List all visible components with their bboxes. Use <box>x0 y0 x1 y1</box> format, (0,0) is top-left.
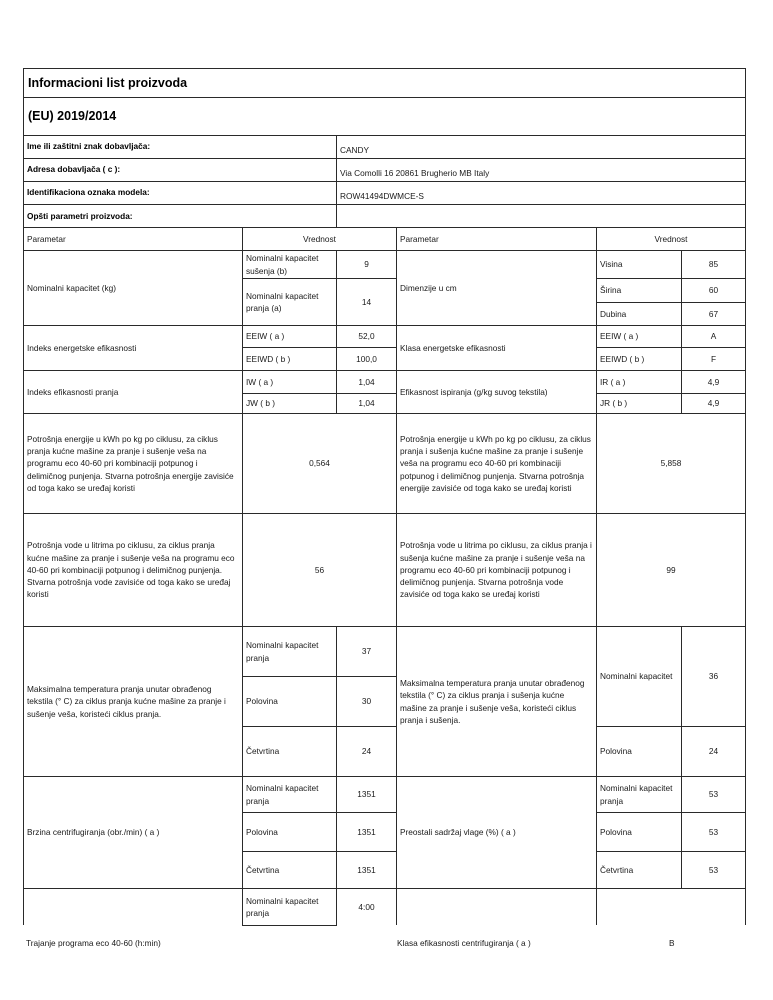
jr-sub: JR ( b ) <box>600 398 628 409</box>
depth-value: 67 <box>708 308 719 319</box>
water-washdry-value: 99 <box>666 564 676 575</box>
max-temp-half-sub: Polovina <box>246 696 278 707</box>
spin-class-value: B <box>669 938 675 948</box>
energy-wash-label: Potrošnja energije u kWh po kg po ciklusu, za ciklus pranja kućne mašine za pranje i sušenje veša na programu eco 40-60 pri kombinaciji potpunog i delimičnog punjenja. Stvarna potrošnja energije zavisiće od toga kako se uređaj koristi <box>27 433 234 493</box>
header-value-left: Vrednost <box>303 233 336 244</box>
spin-rated-value: 1351 <box>357 789 376 800</box>
capacity-dry-sub: Nominalni kapacitet sušenja (b) <box>246 253 319 276</box>
border <box>242 925 337 926</box>
energy-class-eeiw-value: A <box>710 331 717 342</box>
spin-half-sub: Polovina <box>246 826 278 837</box>
iw-value: 1,04 <box>358 376 375 387</box>
water-wash-label: Potrošnja vode u litrima po ciklusu, za ciklus pranja kućne mašine za pranje i sušenje veša na programu eco 40-60 pri kombinaciji potpunog i delimičnog punjenja. Stvarna potrošnja vode zavisiće od toga kako se uređaj koristi <box>27 540 235 600</box>
iw-sub: IW ( a ) <box>246 376 274 387</box>
max-temp-washdry-half-sub: Polovina <box>600 746 632 757</box>
ir-value: 4,9 <box>707 376 720 387</box>
energy-washdry-label: Potrošnja energije u kWh po kg po ciklusu, za ciklus pranja i sušenja kućne mašine za pranje i sušenje veša na programu eco 40-60 pri kombinaciji potpunog i delimičnog punjenja. Stvarna potrošnja energije zavisiće od toga kako se uređaj koristi <box>400 433 591 493</box>
supplier-address-label: Adresa dobavljača ( c ): <box>27 164 121 174</box>
header-parameter-left: Parametar <box>27 233 66 244</box>
duration-label: Trajanje programa eco 40-60 (h:min) <box>26 938 161 948</box>
energy-wash-value: 0,564 <box>309 458 330 469</box>
eeiwd-value: 100,0 <box>356 353 377 364</box>
max-temp-washdry-half-value: 24 <box>708 746 719 757</box>
eeiw-value: 52,0 <box>358 331 375 342</box>
moisture-quarter-sub: Četvrtina <box>600 864 634 875</box>
duration-rated-sub: Nominalni kapacitet pranja <box>246 895 319 918</box>
depth-sub: Dubina <box>600 308 627 319</box>
spin-half-value: 1351 <box>357 826 376 837</box>
spin-quarter-value: 1351 <box>357 864 376 875</box>
height-value: 85 <box>708 259 719 270</box>
model-id-value: ROW41494DWMCE-S <box>340 190 424 201</box>
jw-sub: JW ( b ) <box>246 398 276 409</box>
water-wash-value: 56 <box>314 564 325 575</box>
max-temp-rated-sub: Nominalni kapacitet pranja <box>246 640 319 663</box>
moisture-half-sub: Polovina <box>600 826 632 837</box>
capacity-dry-value: 9 <box>364 259 369 270</box>
document-title: Informacioni list proizvoda <box>28 75 188 90</box>
supplier-address-value: Via Comolli 16 20861 Brugherio MB Italy <box>340 167 490 178</box>
moisture-label: Preostali sadržaj vlage (%) ( a ) <box>400 827 516 838</box>
moisture-quarter-value: 53 <box>708 864 719 875</box>
moisture-rated-sub: Nominalni kapacitet pranja <box>600 783 673 806</box>
moisture-rated-value: 53 <box>708 789 719 800</box>
energy-class-eeiwd-value: F <box>710 353 717 364</box>
rinse-label: Efikasnost ispiranja (g/kg suvog tekstila) <box>400 386 548 397</box>
water-washdry-label: Potrošnja vode u litrima po ciklusu, za ciklus pranja i sušenja kućne mašine za pranje i sušenje veša na programu eco 40-60 pri kombinaciji potpunog i delimičnog punjenja. Stvarna potrošnja vode zavisiće od toga kako se uređaj koristi <box>400 540 592 600</box>
max-temp-half-value: 30 <box>361 696 372 707</box>
jw-value: 1,04 <box>358 398 375 409</box>
capacity-label: Nominalni kapacitet (kg) <box>27 282 116 293</box>
max-temp-washdry-rated-value: 36 <box>708 671 719 682</box>
spin-class-label: Klasa efikasnosti centrifugiranja ( a ) <box>397 938 531 948</box>
eei-label: Indeks energetske efikasnosti <box>27 342 137 353</box>
energy-washdry-value: 5,858 <box>660 458 682 469</box>
spin-quarter-sub: Četvrtina <box>246 864 280 875</box>
energy-class-eeiwd-sub: EEIWD ( b ) <box>600 353 645 364</box>
header-parameter-right: Parametar <box>400 233 439 244</box>
max-temp-wash-label: Maksimalna temperatura pranja unutar obrađenog tekstila (° C) za ciklus pranja kućne mašine za pranje i sušenje veša, koristeći ciklus pranja. <box>27 684 226 719</box>
max-temp-washdry-rated-sub: Nominalni kapacitet <box>600 671 673 682</box>
width-value: 60 <box>708 285 719 296</box>
regulation-reference: (EU) 2019/2014 <box>28 109 117 124</box>
capacity-wash-sub: Nominalni kapacitet pranja (a) <box>246 290 319 313</box>
header-value-right: Vrednost <box>654 233 688 244</box>
eeiwd-sub: EEIWD ( b ) <box>246 353 291 364</box>
energy-class-label: Klasa energetske efikasnosti <box>400 342 506 353</box>
supplier-name-value: CANDY <box>340 144 370 155</box>
wash-index-label: Indeks efikasnosti pranja <box>27 386 119 397</box>
ir-sub: IR ( a ) <box>600 376 626 387</box>
max-temp-rated-value: 37 <box>361 646 372 657</box>
width-sub: Širina <box>600 285 622 296</box>
model-id-label: Identifikaciona oznaka modela: <box>27 187 150 197</box>
duration-rated-value: 4:00 <box>358 901 375 912</box>
dimensions-label: Dimenzije u cm <box>400 282 457 293</box>
height-sub: Visina <box>600 259 623 270</box>
eeiw-sub: EEIW ( a ) <box>246 331 285 342</box>
energy-class-eeiw-sub: EEIW ( a ) <box>600 331 639 342</box>
border <box>745 68 746 925</box>
general-params-label: Opšti parametri proizvoda: <box>27 210 133 221</box>
capacity-wash-value: 14 <box>361 296 372 307</box>
jr-value: 4,9 <box>707 398 720 409</box>
max-temp-quarter-sub: Četvrtina <box>246 746 280 757</box>
moisture-half-value: 53 <box>708 826 719 837</box>
max-temp-quarter-value: 24 <box>361 746 372 757</box>
spin-rated-sub: Nominalni kapacitet pranja <box>246 783 319 806</box>
supplier-name-label: Ime ili zaštitni znak dobavljača: <box>27 141 151 151</box>
max-temp-washdry-label: Maksimalna temperatura pranja unutar obrađenog tekstila (° C) za ciklus pranja i sušenja kućne mašine za pranje i sušenje veša, koristeći ciklus pranja i sušenja. <box>400 677 585 725</box>
spin-speed-label: Brzina centrifugiranja (obr./min) ( a ) <box>27 827 160 838</box>
